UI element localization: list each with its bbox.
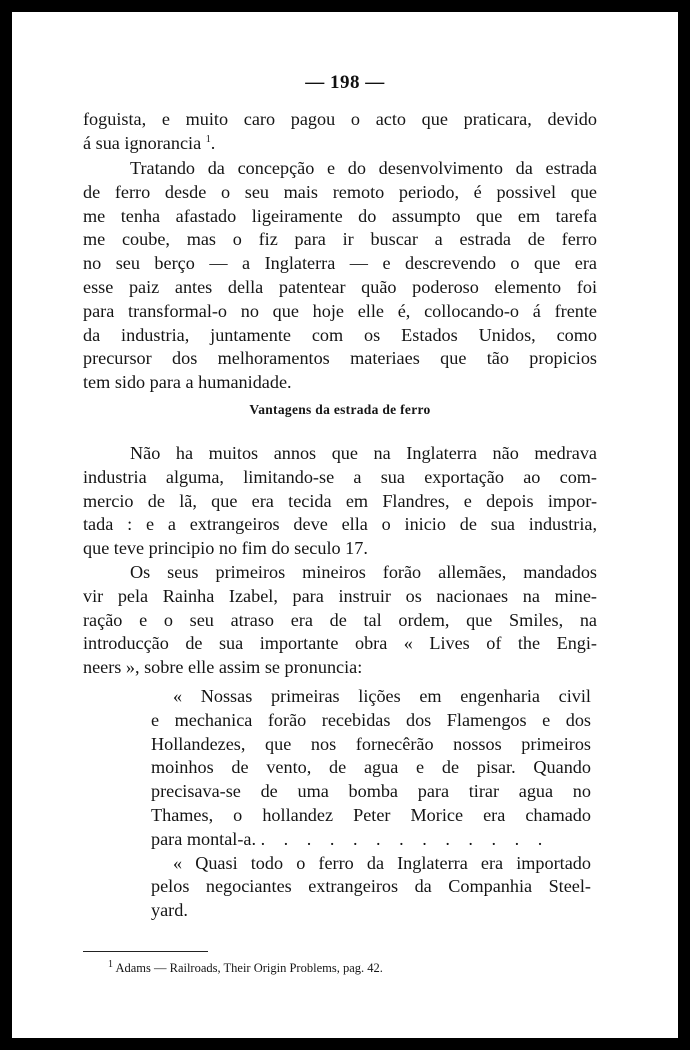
paragraph-industry [83, 442, 597, 561]
quote-line: moinhos de vento, de agua e de pisar. Quando [151, 757, 591, 778]
footnote-reference: 1 [205, 133, 211, 145]
quote-line: pelos negociantes extrangeiros da Companhia Steel- [151, 876, 591, 897]
footnote-divider [83, 951, 208, 952]
text-line: neers », sobre elle assim se pronuncia: [83, 657, 363, 678]
quote-line: yard. [151, 900, 188, 921]
footnote-marker: 1 [108, 958, 113, 970]
text-line: me coube, mas o fiz para ir buscar a estrada de ferro [83, 229, 597, 250]
quote-line: precisava-se de uma bomba para tirar agua no [151, 781, 591, 802]
quote-line: « Quasi todo o ferro da Inglaterra era importado [173, 852, 591, 873]
text-line: precursor dos melhoramentos materiaes que tão propicios [83, 348, 597, 369]
text-line: tem sido para a humanidade. [83, 372, 292, 393]
text-line: introducção de sua importante obra « Lives of the Engi- [83, 633, 597, 654]
text-line: da industria, juntamente com os Estados Unidos, como [83, 324, 597, 345]
block-quote [151, 685, 591, 923]
paragraph-railway-origin [83, 157, 597, 395]
text-line: industria alguma, limitando-se a sua exportação ao com- [83, 466, 597, 487]
ellipsis-dots: . . . . . . . . . . . . . [260, 828, 550, 849]
text-line: para transformal-o no que hoje elle é, collocando-o á frente [83, 300, 597, 321]
quote-line: Hollandezes, que nos fornecêrão nossos primeiros [151, 733, 591, 754]
text-line: que teve principio no fim do seculo 17. [83, 538, 368, 559]
book-page [12, 12, 678, 1038]
text-line: Tratando da concepção e do desenvolvimento da estrada [130, 158, 597, 178]
text-line: me tenha afastado ligeiramente do assumpto que em tarefa [83, 205, 597, 226]
text-line: esse paiz antes della patentear quão poderoso elemento foi [83, 276, 597, 297]
text-line: Os seus primeiros mineiros forão allemães, mandados [130, 562, 597, 582]
quote-line: e mechanica forão recebidas dos Flamengos e dos [151, 709, 591, 730]
quote-line: para montal-a. . . . . . . . . . . . . . [151, 828, 550, 849]
paragraph-miners [83, 561, 597, 680]
footnote-text: Adams — Railroads, Their Origin Problems, pag. 42. [115, 961, 383, 975]
text-line: ração e o seu atraso era de tal ordem, que Smiles, na [83, 609, 597, 630]
text-line: vir pela Rainha Izabel, para instruir os nacionaes na mine- [83, 585, 597, 606]
text-line: Não ha muitos annos que na Inglaterra não medrava [130, 443, 597, 463]
page-number: — 198 — [305, 72, 385, 93]
footnote [108, 958, 568, 978]
text-line: á sua ignorancia $^1$. [83, 132, 216, 153]
text-line: foguista, e muito caro pagou o acto que praticara, devido [83, 109, 597, 129]
text-line: de ferro desde o seu mais remoto periodo, é possivel que [83, 181, 597, 202]
text-line: tada : e a extrangeiros deve ella o inicio de sua industria, [83, 514, 597, 535]
text-line: mercio de lã, que era tecida em Flandres, e depois impor- [83, 490, 597, 511]
paragraph-continuation [83, 108, 597, 156]
quote-line: Thames, o hollandez Peter Morice era chamado [151, 804, 591, 825]
section-heading: Vantagens da estrada de ferro [249, 402, 431, 417]
quote-line: « Nossas primeiras lições em engenharia civil [173, 686, 591, 706]
text-line: no seu berço — a Inglaterra — e descrevendo o que era [83, 253, 597, 274]
